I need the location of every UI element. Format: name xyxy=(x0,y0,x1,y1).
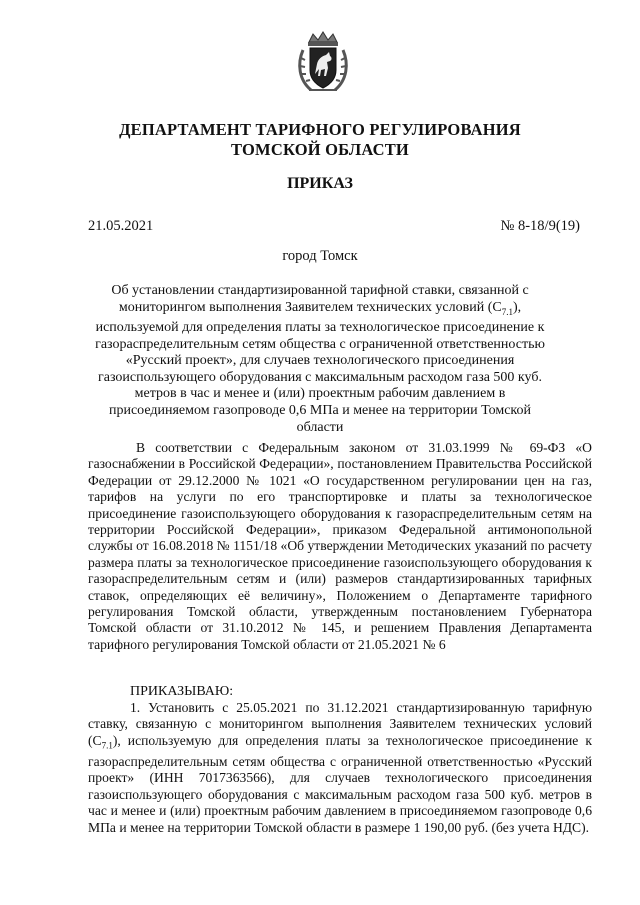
order-item-1 xyxy=(88,700,592,836)
subject-text-part2: ), используемой для определения платы за технологическое присоединение к газораспределительным сетям общества с ограниченной ответственностью «Русский проект», для случаев технологического присоединения газоиспользующего оборудования с максимальным расходом газа 500 куб. метров в час и менее и (или) проектным рабочим давлением в присоединяемом газопроводе 0,6 МПа и менее на территории Томской области xyxy=(95,299,545,435)
order-word: ПРИКАЗЫВАЮ: xyxy=(130,684,234,699)
document-city: город Томск xyxy=(282,248,358,264)
document-number: № 8-18/9(19) xyxy=(500,218,580,234)
document-type-title: ПРИКАЗ xyxy=(287,175,353,192)
item1-text-part1: 1. Установить с 25.05.2021 по 31.12.2021 стандартизированную тарифную ставку, связанную с мониторингом выполнения Заявителем технических условий (С xyxy=(88,700,592,748)
item1-text-part2: ), используемую для определения платы за технологическое присоединение к газораспределительным сетям общества с ограниченной ответственностью «Русский проект» (ИНН 7017363566), для случаев технологического присоединения газоиспользующего оборудования с максимальным расходом газа 500 куб. метров в час и менее и (или) проектным рабочим давлением в присоединяемом газопроводе 0,6 МПа и менее на территории Томской области в размере 1 190,00 руб. (без учета НДС). xyxy=(88,732,592,835)
preamble-paragraph: В соответствии с Федеральным законом от 31.03.1999 № 69-ФЗ «О газоснабжении в Российской Федерации», постановлением Правительства Российской Федерации от 29.12.2000 № 1021 «О государственном регулировании цен на газ, тарифов на услуги по его транспортировке и платы за технологическое присоединение газоиспользующего оборудования к газораспределительным сетям на территории Российской Федерации», приказом Федеральной антимонопольной службы от 16.08.2018 № 1151/18 «Об утверждении Методических указаний по расчету размера платы за технологическое присоединение газоиспользующего оборудования к газораспределительным сетям и (или) размеров стандартизированных тарифных ставок, определяющих её величину», Положением о Департаменте тарифного регулирования Томской области, утвержденным постановлением Губернатора Томской области от 31.10.2012 № 145, и решением Правления Департамента тарифного регулирования Томской области от 21.05.2021 № 6 xyxy=(88,440,592,652)
item1-subscript: 7.1 xyxy=(101,740,113,751)
order-subject xyxy=(95,283,545,436)
document-date: 21.05.2021 xyxy=(88,218,154,234)
organization-name-line1: ДЕПАРТАМЕНТ ТАРИФНОГО РЕГУЛИРОВАНИЯ xyxy=(119,120,521,139)
tomsk-coat-of-arms-icon xyxy=(295,30,351,94)
organization-name-line2: ТОМСКОЙ ОБЛАСТИ xyxy=(231,140,409,159)
subject-subscript: 7.1 xyxy=(501,306,513,317)
subject-text-part1: Об установлении стандартизированной тарифной ставки, связанной с мониторингом выполнения Заявителем технических условий (С xyxy=(111,283,529,315)
